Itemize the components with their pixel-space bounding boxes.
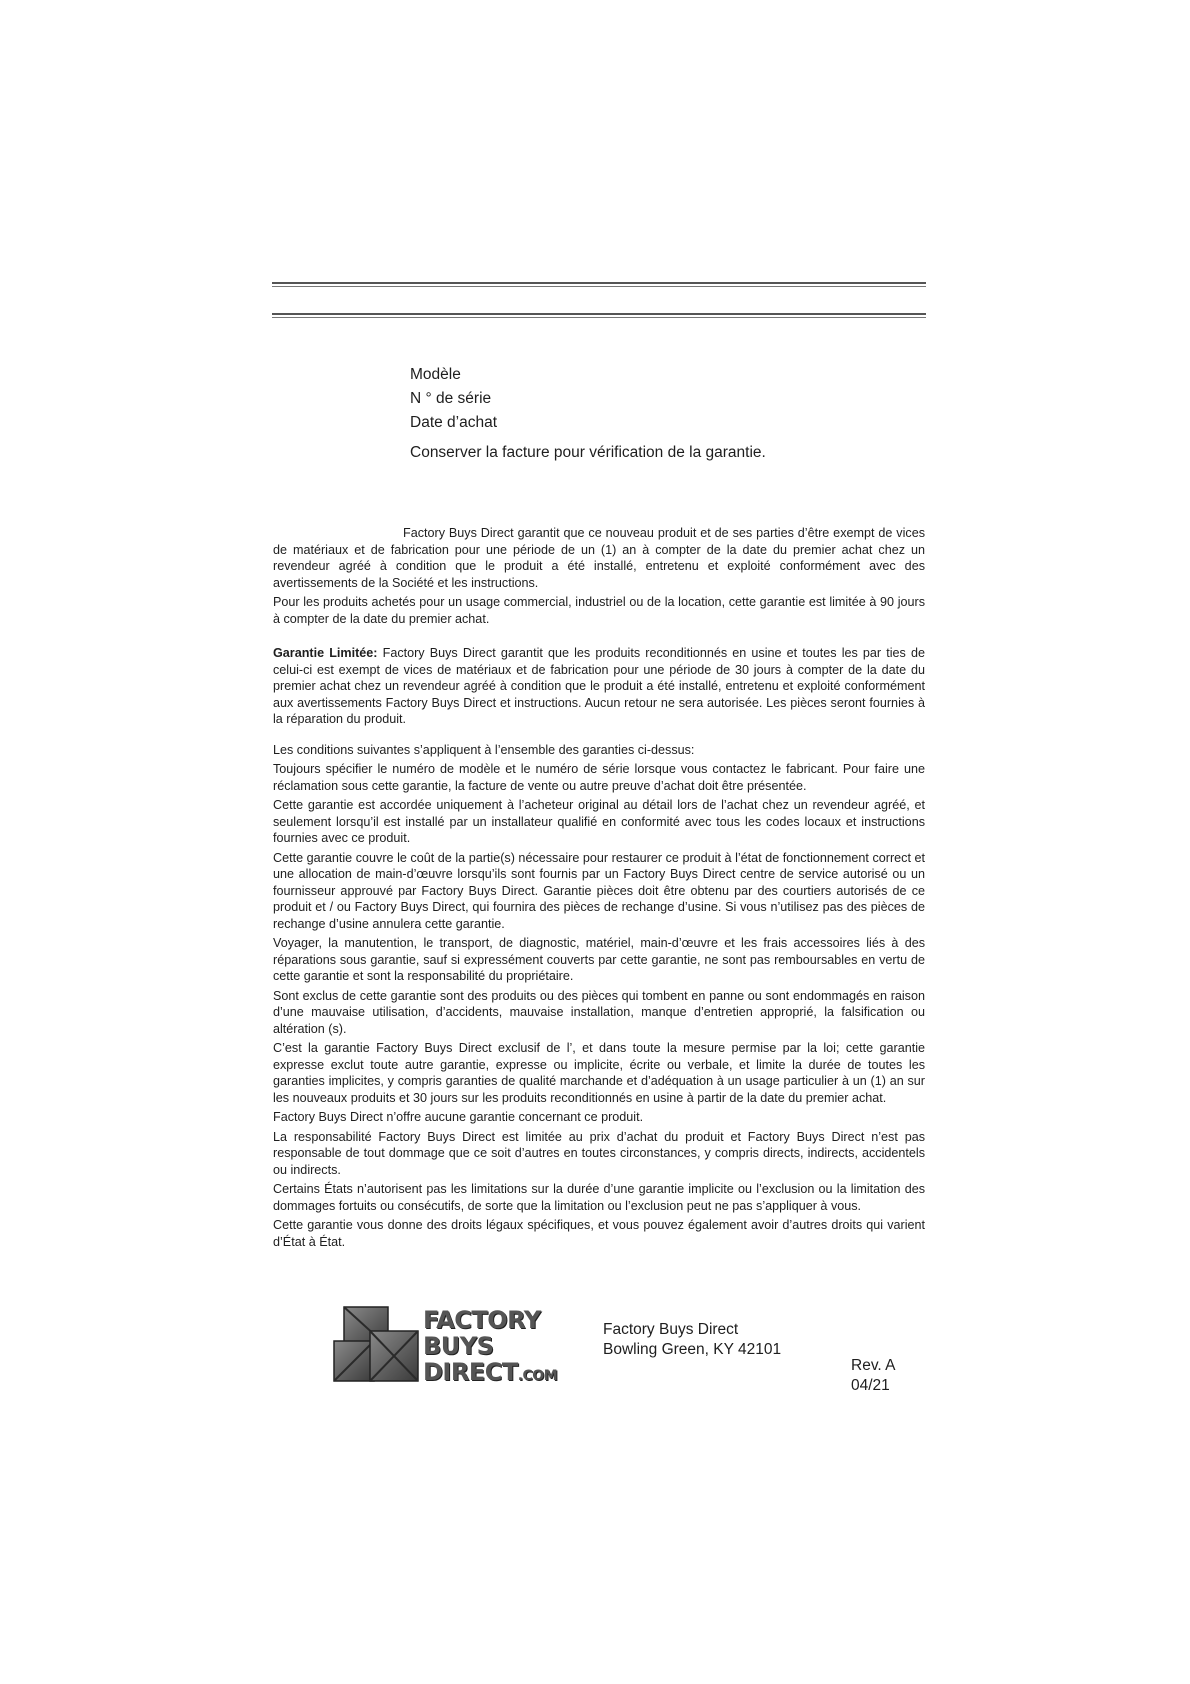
condition-item: Toujours spécifier le numéro de modèle et le numéro de série lorsque vous contactez le fabricant. Pour faire une réclamation sous cette garantie, la facture de vente ou autre preuve d’achat doit être présentée. [273,762,925,793]
top-rule-2b [272,317,926,318]
factory-buys-direct-logo [330,1305,570,1385]
revision-date: 04/21 [851,1377,890,1394]
top-rule-1b [272,286,926,287]
condition-item: La responsabilité Factory Buys Direct est limitée au prix d’achat du produit et Factory Buys Direct n’est pas responsable de tout dommage que ce soit d’autres en toutes circonstances, y compris directs, indirects, accidentels ou indirects. [273,1129,925,1177]
warranty-commercial: Pour les produits achetés pour un usage commercial, industriel ou de la location, cette garantie est limitée à 90 jours à compter de la date du premier achat. [273,595,925,626]
registration-fields [410,363,766,465]
logo-wordmark [423,1307,557,1389]
condition-item: C’est la garantie Factory Buys Direct exclusif de l’, et dans toute la mesure permise par la loi; cette garantie expresse exclut toute autre garantie, expresse ou implicite, écrite ou verbale, et limite la durée de toutes les garanties implicites, y compris garanties de qualité marchande et d’adéquation à un usage particulier à un (1) an sur les nouveaux produits et 30 jours sur les produits reconditionnés en usine à partir de la date du premier achat. [273,1041,925,1105]
logo-line-3: DIRECT [423,1358,518,1386]
logo-suffix: .COM [517,1368,558,1384]
condition-item: Sont exclus de cette garantie sont des produits ou des pièces qui tombent en panne ou sont endommagés en raison d’une mauvaise utilisation, d’accidents, mauvaise installation, manque d’entretien approprié, la falsification ou altération (s). [273,988,925,1036]
conditions-heading: Les conditions suivantes s’appliquent à l’ensemble des garanties ci-dessus: [273,742,695,757]
limited-warranty-label: Garantie Limitée: [273,646,378,660]
condition-item: Voyager, la manutention, le transport, de diagnostic, matériel, main-d’œuvre et les frais accessoires liés à des réparations sous garantie, sauf si expressément couverts par cette garantie, ne sont pas remboursables en vertu de cette garantie et sont la responsabilité du propriétaire. [273,936,925,983]
top-rule-1 [272,282,926,284]
serial-label: N ° de série [410,390,492,407]
purchase-date-label: Date d’achat [410,414,498,431]
condition-item: Cette garantie est accordée uniquement à l’acheteur original au détail lors de l’achat chez un revendeur agréé, et seulement lorsqu’il est installé par un installateur qualifié en conformité avec tous les codes locaux et instructions fournies avec ce produit. [273,798,925,845]
condition-item: Certains États n’autorisent pas les limitations sur la durée d’une garantie implicite ou l’exclusion ou la limitation des dommages fortuits ou consécutifs, de sorte que la limitation ou l’exclusion peut ne pas s’appliquer à vous. [273,1182,925,1213]
company-city: Bowling Green, KY 42101 [603,1341,782,1358]
warranty-text [273,525,925,1253]
crates-icon [330,1305,422,1385]
limited-warranty-text: Factory Buys Direct garantit que les produits reconditionnés en usine et toutes les par ties de celui-ci est exempt de vices de matériaux et de fabrication pour une période de 30 jours à compter de la date du premier achat chez un revendeur agréé à condition que le produit a été installé, entretenu et exploité conformément aux avertissements Factory Buys Direct et instructions. Aucun retour ne sera autorisée. Les pièces seront fournies à la réparation du produit. [273,646,925,726]
logo-line-1: FACTORY [423,1306,541,1334]
condition-item: Cette garantie couvre le coût de la partie(s) nécessaire pour restaurer ce produit à l’état de fonctionnement correct et une allocation de main-d’œuvre lorsqu’ils sont fournis par un Factory Buys Direct centre de service autorisé ou un fournisseur approuvé par Factory Buys Direct. Garantie pièces doit être obtenu par des courtiers autorisés de ce produit et / ou Factory Buys Direct, qui fournira des pièces de rechange d’usine. Si vous n’utilisez pas des pièces de rechange d’usine annulera cette garantie. [273,850,925,931]
revision-label: Rev. A [851,1357,896,1374]
logo-line-2: BUYS [423,1332,494,1360]
company-address [603,1320,781,1360]
top-rule-2 [272,313,926,315]
condition-item: Cette garantie vous donne des droits légaux spécifiques, et vous pouvez également avoir d’autres droits qui varient d’État à État. [273,1218,925,1249]
keep-receipt-note: Conserver la facture pour vérification de la garantie. [410,444,766,461]
warranty-intro: Factory Buys Direct garantit que ce nouveau produit et de ses parties d’être exempt de vices de matériaux et de fabrication pour une période de un (1) an à compter de la date du premier achat chez un revendeur agréé à condition que le produit a été installé, entretenu et exploité conformément avec des avertissements de la Société et les instructions. [273,526,925,590]
model-label: Modèle [410,366,461,383]
limited-warranty [273,645,925,728]
revision-block [851,1356,896,1396]
condition-item: Factory Buys Direct n’offre aucune garantie concernant ce produit. [273,1110,644,1124]
company-name: Factory Buys Direct [603,1321,739,1338]
